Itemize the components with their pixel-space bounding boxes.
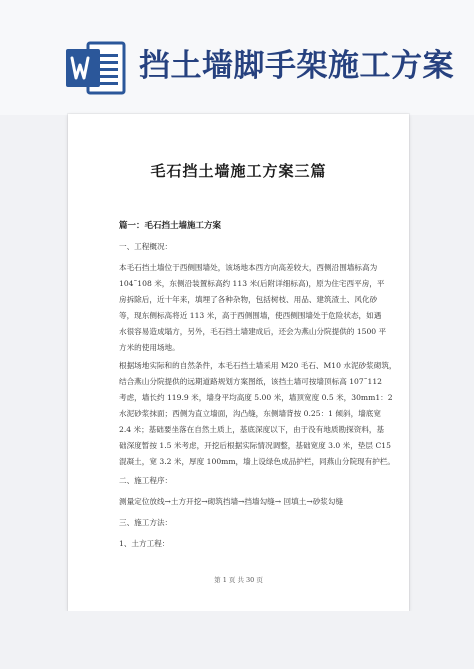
paragraph-line: 1、土方工程：: [119, 539, 170, 548]
paragraph-line: 根据场地实际和的自然条件，本毛石挡土墙采用 M20 毛石、M10 水泥砂浆砌筑，: [119, 361, 397, 370]
document-page: [68, 114, 409, 611]
word-document-icon: [64, 39, 128, 97]
paragraph-line: 水很容易造成塌方，另外，毛石挡土墙建成后，还会为燕山分院提供的 1500 平: [119, 327, 387, 336]
page-number: 第 1 页 共 30 页: [214, 576, 263, 584]
document-title: 毛石挡土墙施工方案三篇: [150, 162, 327, 180]
paragraph-line: 本毛石挡土墙位于西侧围墙处，该场地本西方向高差较大，西侧沿围墙标高为: [119, 263, 378, 272]
paragraph-line: 等，现东侧标高将近 113 米，高于西侧围墙，使西侧围墙处于危险状态，如遇: [119, 311, 382, 320]
paragraph-line: 础深度暂按 1.5 米考虑，开挖后根据实际情况调整，基础宽度 3.0 米，垫层 C15: [119, 441, 391, 450]
paragraph-line: 结合燕山分院提供的远期道路规划方案图纸，该挡土墙可按墙顶标高 107˜112: [119, 377, 383, 386]
paragraph-line: 考虑，墙长约 119.9 米，墙身平均高度 5.00 米，墙顶宽度 0.5 米，30mm1：2: [119, 393, 393, 402]
bottom-margin: [0, 611, 474, 669]
paragraph-line: 方米的使用场地。: [119, 343, 180, 352]
paragraph-line: 二、施工程序：: [119, 476, 173, 485]
section-heading: 篇一：毛石挡土墙施工方案: [119, 221, 222, 231]
paragraph-line: 一、工程概况：: [119, 242, 173, 251]
banner: [0, 0, 474, 115]
paragraph-line: 水泥砂浆抹面；西侧为直立墙面，沟凸缝，东侧墙背按 0.25：1 倾斜，墙底宽: [119, 409, 381, 418]
paragraph-line: 三、施工方法：: [119, 518, 173, 527]
paragraph-line: 2.4 米；基础要坐落在自然土质上，基底深度以下，由于没有地质勘探资料，基: [119, 425, 385, 434]
paragraph-line: 测量定位放线→土方开挖→砌筑挡墙→挡墙勾缝→ 回填土→砂浆勾缝: [119, 497, 344, 506]
banner-title: 挡土墙脚手架施工方案: [139, 48, 454, 84]
paragraph-line: 房拆除后，近十年来，填埋了各种杂物，包括树枝、用品、建筑渣土、风化砂: [119, 295, 378, 304]
paragraph-line: 混凝土，宽 3.2 米，厚度 100mm，墙上设绿色成品护栏，同燕山分院现有护栏。: [119, 457, 396, 466]
paragraph-line: 104˜108 米，东侧沿装置标高约 113 米(后附详细标高)，原为住宅西平房，平: [119, 279, 385, 288]
